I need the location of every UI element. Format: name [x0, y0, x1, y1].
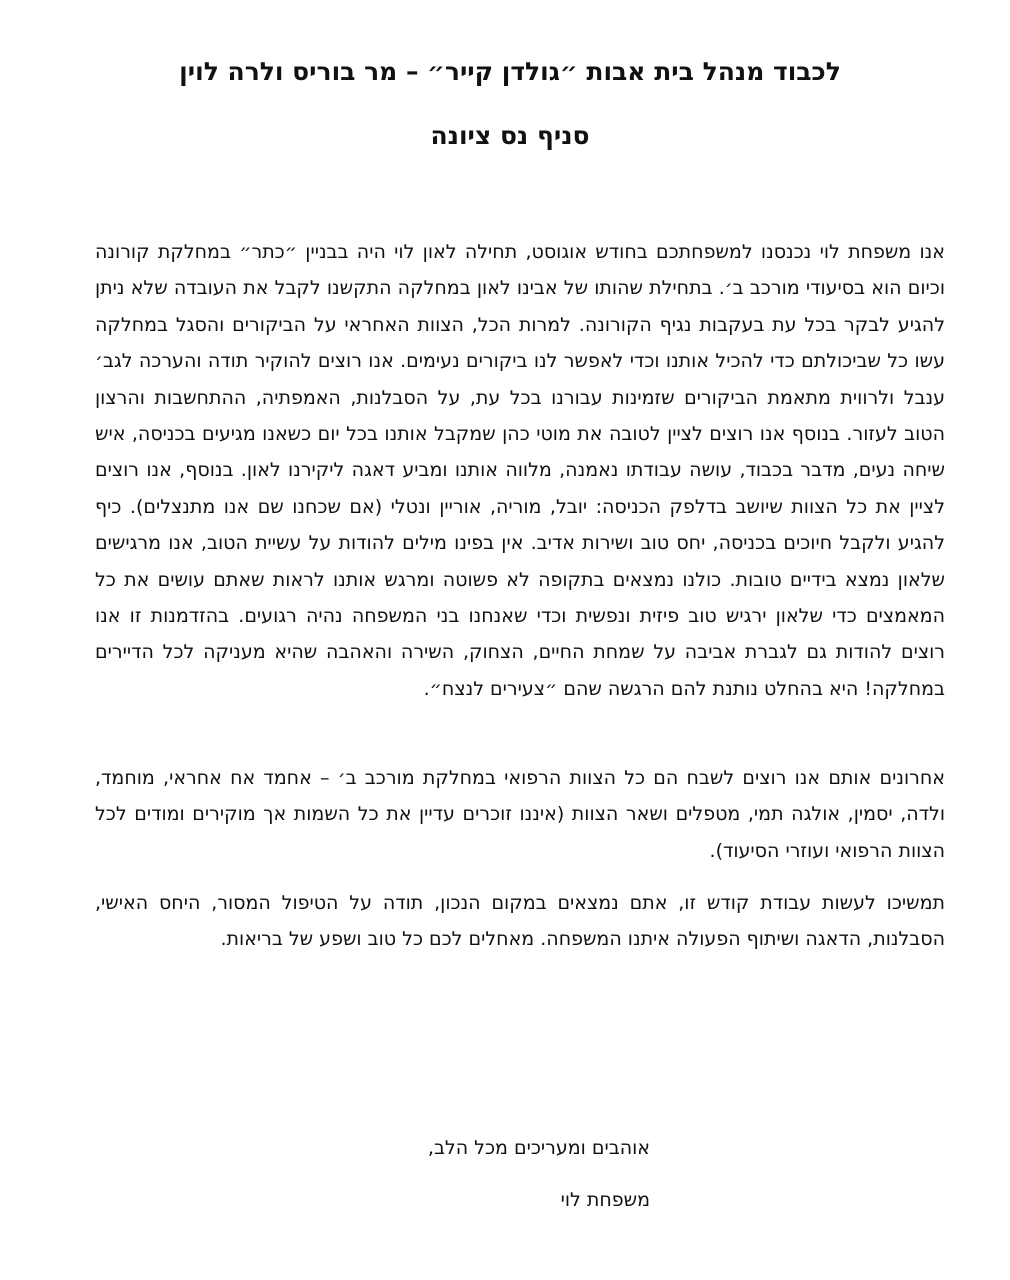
letter-closing: אוהבים ומעריכים מכל הלב, [427, 1137, 650, 1159]
letter-title: לכבוד מנהל בית אבות ״גולדן קייר״ – מר בוריס ולרה לוין [179, 57, 841, 86]
letter-paragraph-2: אחרונים אותם אנו רוצים לשבח הם כל הצוות הרפואי במחלקת מורכב ב׳ – אחמד אח אחראי, מוחמד, ולדה, יסמין, אולגה תמי, מטפלים ושאר הצוות (איננו זוכרים עדיין את כל השמות אך מוקירים ומודים לכל הצוות הרפואי ועוזרי הסיעוד). [95, 767, 945, 862]
letter-subtitle-branch: סניף נס ציונה [430, 121, 590, 150]
letter-paragraph-1: אנו משפחת לוי נכנסנו למשפחתכם בחודש אוגוסט, תחילה לאון לוי היה בבניין ״כתר״ במחלקת קורונה וכיום הוא בסיעודי מורכב ב׳. בתחילת שהותו של אבינו לאון במחלקה התקשנו לקבל את העובדה שלא ניתן להגיע לבקר בכל עת בעקבות נגיף הקורונה. למרות הכל, הצוות האחראי על הביקורים והסגל במחלקה עשו כל שביכולתם כדי להכיל אותנו וכדי לאפשר לנו ביקורים נעימים. אנו רוצים להוקיר תודה והערכה לגב׳ ענבל ולרווית מתאמת הביקורים שזמינות עבורנו בכל עת, על הסבלנות, האמפתיה, ההתחשבות והרצון הטוב לעזור. בנוסף אנו רוצים לציין לטובה את מוטי כהן שמקבל אותנו בכל יום כשאנו מגיעים בכניסה, איש שיחה נעים, מדבר בכבוד, עושה עבודתו נאמנה, מלווה אותנו ומביע דאגה ליקירנו לאון. בנוסף, אנו רוצים לציין את כל הצוות שיושב בדלפק הכניסה: יובל, מוריה, אוריין ונטלי (אם שכחנו שם אנו מתנצלים). כיף להגיע ולקבל חיוכים בכניסה, יחס טוב ושירות אדיב. אין בפינו מילים להודות על עשיית הטוב, אנו מרגישים שלאון נמצא בידיים טובות. כולנו נמצאים בתקופה לא פשוטה ומרגש אותנו לראות שאתם עושים את כל המאמצים כדי שלאון ירגיש טוב פיזית ונפשית וכדי שאנחנו בני המשפחה נהיה רגועים. בהזדמנות זו אנו רוצים להודות גם לגברת אביבה על שמחת החיים, הצחוק, השירה והאהבה שהיא מעניקה לכל הדיירים במחלקה! היא בהחלט נותנת להם הרגשה שהם ״צעירים לנצח״. [95, 241, 945, 700]
letter-signature: משפחת לוי [560, 1189, 650, 1211]
letter-paragraph-3: תמשיכו לעשות עבודת קודש זו, אתם נמצאים במקום הנכון, תודה על הטיפול המסור, היחס האישי, הסבלנות, הדאגה ושיתוף הפעולה איתנו המשפחה. מאחלים לכם כל טוב ושפע של בריאות. [95, 892, 945, 951]
